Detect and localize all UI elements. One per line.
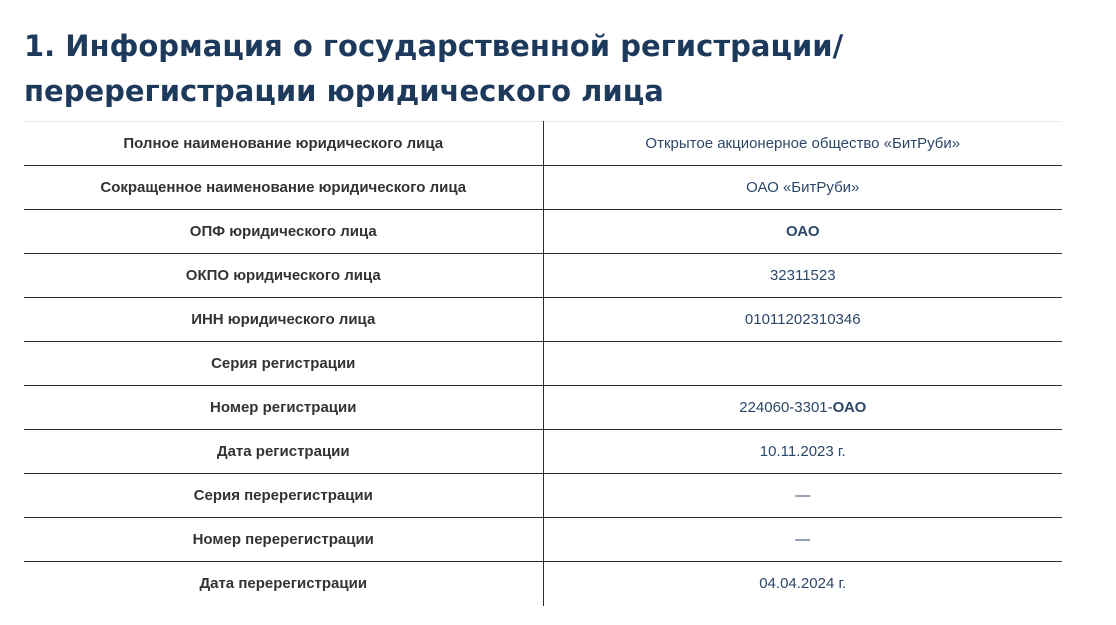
table-row (24, 562, 1062, 606)
row-value (543, 386, 1062, 430)
row-label: Серия перерегистрации (24, 474, 543, 518)
row-label: ОПФ юридического лица (24, 210, 543, 254)
value-bold-text: ОАО (832, 398, 867, 416)
row-value (543, 298, 1062, 342)
row-label: Номер регистрации (24, 386, 543, 430)
value-text: — (795, 486, 811, 504)
value-text: 04.04.2024 г. (759, 574, 847, 592)
value-text: 32311523 (769, 266, 836, 284)
value-text: — (795, 530, 811, 548)
row-value (543, 430, 1062, 474)
table-row (24, 210, 1062, 254)
value-text: 10.11.2023 г. (759, 442, 846, 460)
value-text: ОАО «БитРуби» (746, 178, 860, 196)
table-row (24, 474, 1062, 518)
row-value (543, 254, 1062, 298)
table-row (24, 254, 1062, 298)
row-label: Дата регистрации (24, 430, 543, 474)
value-text: 224060-3301- (739, 398, 833, 416)
page-title: 1. Информация о государственной регистрации/ перерегистрации юридического лица (24, 29, 844, 108)
row-label: ОКПО юридического лица (24, 254, 543, 298)
row-value (543, 562, 1062, 606)
value-bold-text: ОАО (785, 222, 820, 240)
table-row (24, 342, 1062, 386)
value-text: Открытое акционерное общество «БитРуби» (645, 134, 961, 152)
row-value (543, 122, 1062, 166)
row-label: Сокращенное наименование юридического лица (24, 166, 543, 210)
table-row (24, 386, 1062, 430)
table-row (24, 518, 1062, 562)
row-label: Полное наименование юридического лица (24, 122, 543, 166)
row-label: Номер перерегистрации (24, 518, 543, 562)
row-label: Дата перерегистрации (24, 562, 543, 606)
row-value (543, 518, 1062, 562)
row-value (543, 342, 1062, 386)
table-row (24, 122, 1062, 166)
row-value (543, 210, 1062, 254)
table-row (24, 430, 1062, 474)
row-value (543, 474, 1062, 518)
table-row (24, 298, 1062, 342)
table-row (24, 166, 1062, 210)
row-label: ИНН юридического лица (24, 298, 543, 342)
row-value (543, 166, 1062, 210)
row-label: Серия регистрации (24, 342, 543, 386)
registration-info-table (24, 121, 1062, 606)
value-text: 01011202310346 (744, 310, 861, 328)
